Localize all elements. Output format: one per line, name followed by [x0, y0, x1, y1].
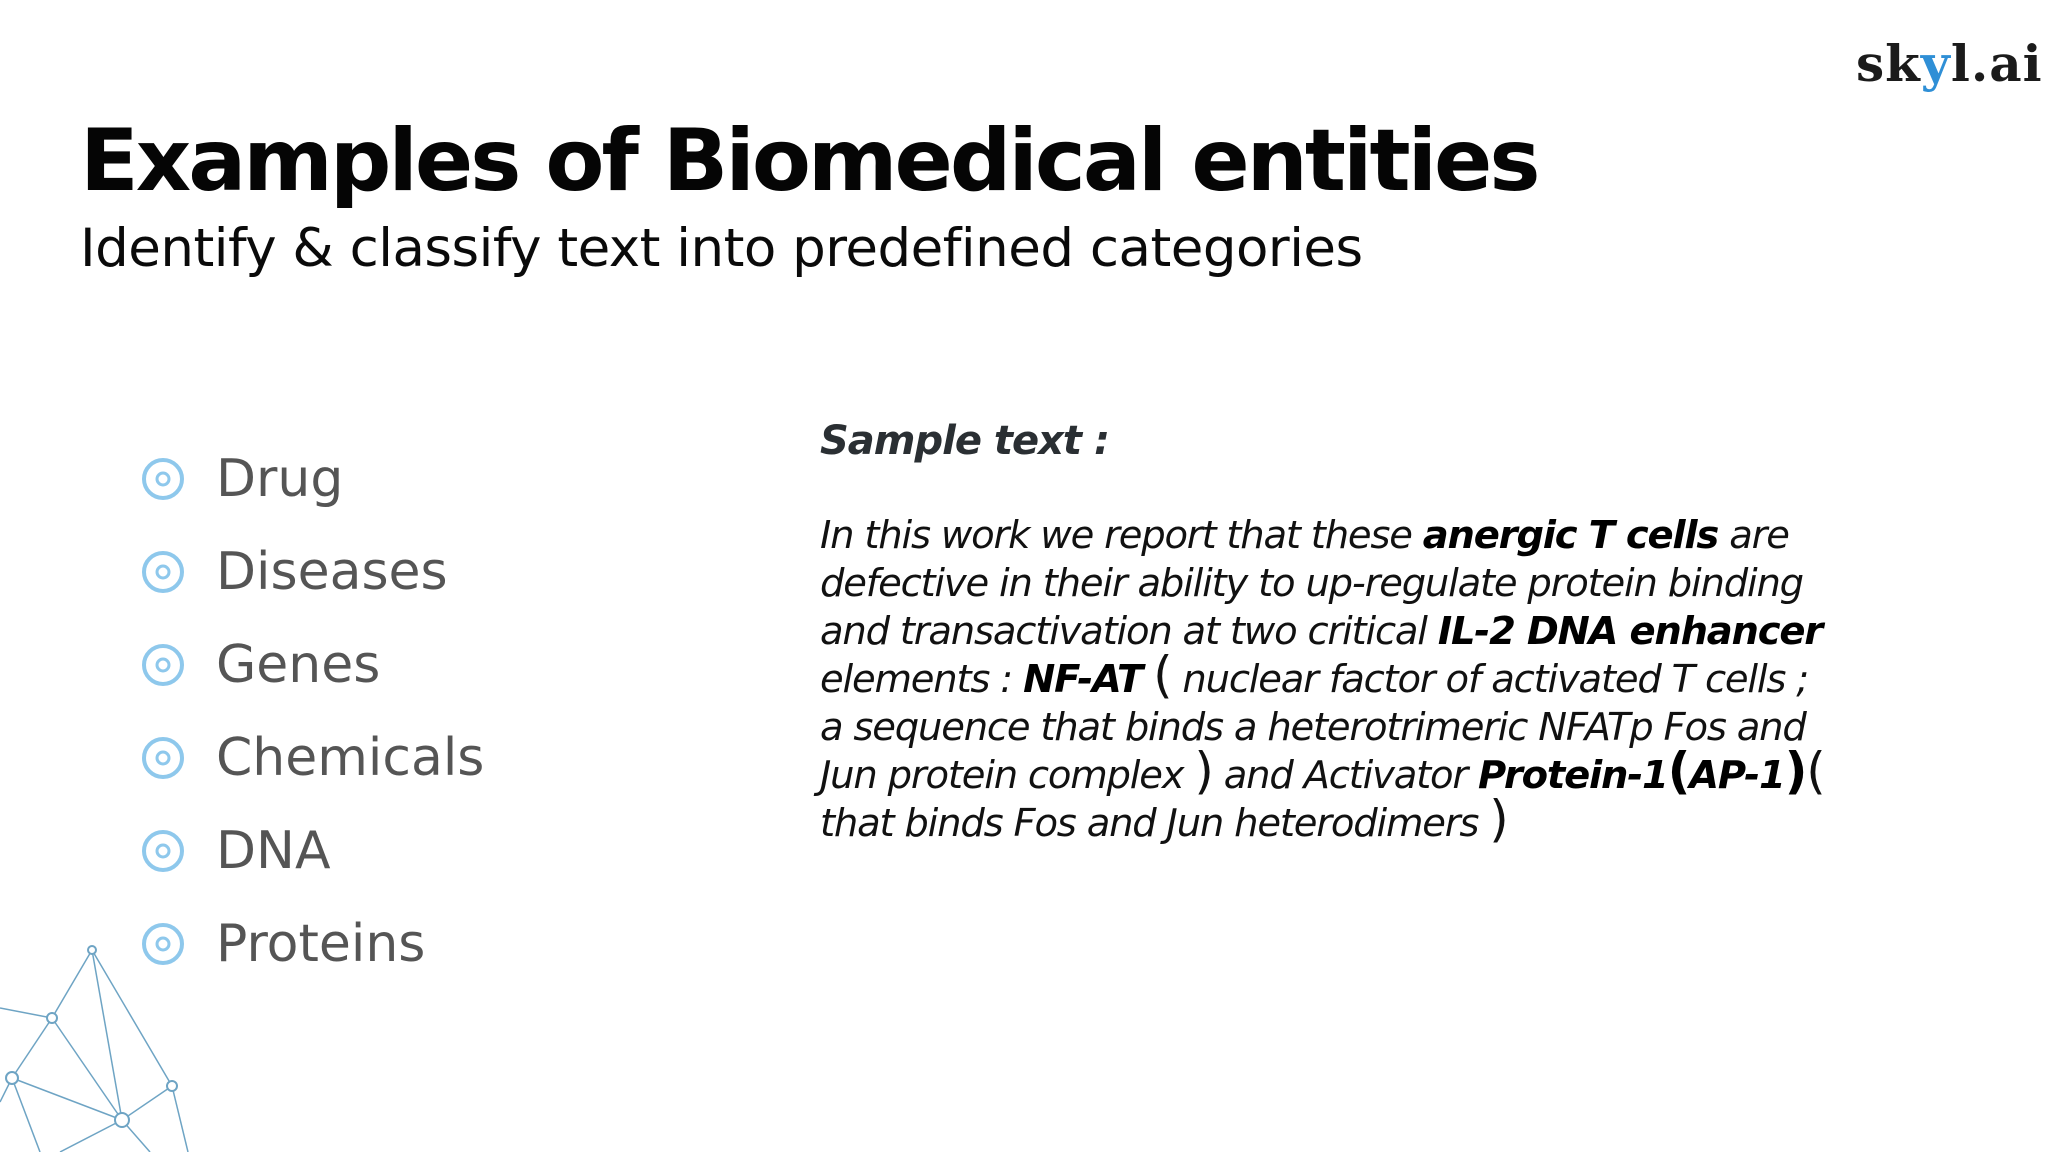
entity-label: DNA [216, 820, 331, 881]
sample-line: a sequence that binds a heterotrimeric NFATp Fos and [820, 705, 1806, 750]
entity-item-proteins [140, 897, 660, 990]
sample-text-body [820, 512, 1940, 848]
sample-line: elements : NF-AT ( nuclear factor of activated T cells ; [820, 646, 1809, 704]
target-bullet-icon [140, 735, 186, 781]
slide-subtitle: Identify & classify text into predefined categories [80, 218, 1363, 279]
entity-label: Diseases [216, 541, 448, 602]
molecular-network-decoration [0, 930, 200, 1152]
sample-line: defective in their ability to up-regulate protein binding [820, 561, 1803, 606]
target-bullet-icon-graphic [140, 735, 186, 781]
target-bullet-icon [140, 549, 186, 595]
entity-item-drug [140, 432, 660, 525]
skyl-ai-logo: skyl.ai [1856, 34, 2043, 93]
entity-label: Proteins [216, 913, 426, 974]
entity-highlight: IL-2 DNA enhancer [1437, 609, 1823, 654]
entity-label: Drug [216, 448, 344, 509]
entity-item-genes [140, 618, 660, 711]
sample-line: Jun protein complex ) and Activator Protein-1(AP-1)( [820, 742, 1825, 800]
slide-title: Examples of Biomedical entities [80, 111, 1538, 211]
entity-highlight: AP-1 [1689, 753, 1785, 798]
entity-label: Chemicals [216, 727, 485, 788]
target-bullet-icon [140, 828, 186, 874]
entity-item-chemicals [140, 711, 660, 804]
sample-line: and transactivation at two critical IL-2 DNA enhancer [820, 609, 1823, 654]
entity-highlight: anergic T cells [1422, 513, 1719, 558]
target-bullet-icon [140, 456, 186, 502]
entity-item-dna [140, 804, 660, 897]
target-bullet-icon-graphic [140, 456, 186, 502]
entity-label: Genes [216, 634, 381, 695]
target-bullet-icon-graphic [140, 549, 186, 595]
sample-line: that binds Fos and Jun heterodimers ) [820, 790, 1508, 848]
entity-list [140, 432, 660, 990]
target-bullet-icon [140, 642, 186, 688]
target-bullet-icon-graphic [140, 642, 186, 688]
sample-text-heading: Sample text : [820, 418, 1109, 464]
sample-line: In this work we report that these anergic T cells are [820, 513, 1789, 558]
entity-highlight: NF-AT [1023, 657, 1143, 702]
target-bullet-icon-graphic [140, 828, 186, 874]
entity-highlight: Protein-1 [1478, 753, 1668, 798]
entity-item-diseases [140, 525, 660, 618]
